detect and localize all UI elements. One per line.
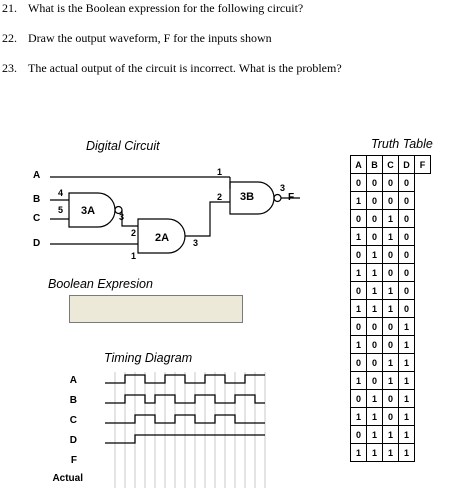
input-label-d: D: [33, 238, 41, 249]
truth-table-cell: 0: [399, 264, 415, 282]
truth-table-cell: 1: [351, 264, 367, 282]
waveform-a: [105, 375, 265, 383]
table-row: [351, 264, 431, 282]
truth-table-cell: 1: [383, 282, 399, 300]
wire-3a-out: [122, 210, 138, 226]
truth-table-f-cell[interactable]: [415, 210, 431, 228]
table-row: [351, 246, 431, 264]
truth-table-cell: 0: [383, 336, 399, 354]
truth-table-cell: 0: [367, 318, 383, 336]
truth-table-cell: 1: [383, 426, 399, 444]
truth-table-cell: 1: [367, 408, 383, 426]
truth-table-cell: 0: [351, 354, 367, 372]
wire-2a-out: [185, 202, 230, 236]
truth-table-cell: 1: [351, 372, 367, 390]
truth-table-cell: 0: [367, 336, 383, 354]
truth-table-cell: 1: [351, 336, 367, 354]
truth-table-cell: 0: [383, 390, 399, 408]
truth-table-cell: 1: [399, 408, 415, 426]
truth-table-cell: 1: [399, 444, 415, 462]
truth-table-f-cell[interactable]: [415, 300, 431, 318]
truth-table-cell: 0: [351, 174, 367, 192]
table-row: [351, 318, 431, 336]
truth-table-cell: 0: [367, 210, 383, 228]
input-label-c: C: [33, 213, 41, 224]
truth-table-cell: 1: [351, 300, 367, 318]
truth-table-cell: 1: [367, 264, 383, 282]
truth-table-f-cell[interactable]: [415, 372, 431, 390]
truth-table-cell: 1: [367, 444, 383, 462]
truth-table-cell: 0: [383, 264, 399, 282]
boolean-expression-input[interactable]: [69, 295, 243, 323]
gate-3a-pin-4: 4: [58, 188, 64, 198]
timing-label-a: A: [69, 375, 77, 386]
table-row: [351, 300, 431, 318]
truth-table-cell: 1: [399, 372, 415, 390]
truth-table-cell: 1: [367, 282, 383, 300]
truth-table-header-c: C: [383, 156, 399, 174]
circuit-title: Digital Circuit: [86, 139, 160, 153]
table-row: [351, 354, 431, 372]
table-row: [351, 426, 431, 444]
timing-label-d: D: [69, 435, 77, 446]
gate-2a-pin-1: 1: [131, 251, 137, 261]
truth-table-cell: 0: [399, 228, 415, 246]
truth-table-cell: 0: [399, 282, 415, 300]
truth-table-cell: 1: [399, 426, 415, 444]
truth-table-cell: 1: [399, 354, 415, 372]
question-21: 21. What is the Boolean expression for the following circuit?: [2, 1, 304, 15]
truth-table-f-cell[interactable]: [415, 282, 431, 300]
boolean-title: Boolean Expresion: [48, 277, 153, 291]
gate-3b-pin-3: 3: [280, 183, 286, 193]
gate-3b-bubble: [274, 195, 281, 202]
truth-table-cell: 0: [367, 192, 383, 210]
table-row: [351, 390, 431, 408]
gate-3b-pin-2: 2: [217, 192, 223, 202]
truth-table-header-f: F: [415, 156, 431, 174]
truth-table-cell: 1: [383, 228, 399, 246]
truth-table: [350, 155, 431, 462]
truth-table-cell: 1: [351, 228, 367, 246]
truth-table-f-cell[interactable]: [415, 354, 431, 372]
timing-grid: [115, 372, 265, 488]
truth-table-f-cell[interactable]: [415, 228, 431, 246]
truth-table-cell: 0: [351, 318, 367, 336]
truth-table-cell: 1: [399, 336, 415, 354]
truth-table-cell: 0: [383, 192, 399, 210]
question-23: 23. The actual output of the circuit is incorrect. What is the problem?: [2, 61, 342, 75]
truth-table-f-cell[interactable]: [415, 318, 431, 336]
truth-table-cell: 1: [351, 408, 367, 426]
gate-3a-label: 3A: [81, 205, 96, 217]
table-row: [351, 444, 431, 462]
truth-table-cell: 0: [383, 318, 399, 336]
truth-table-cell: 0: [351, 390, 367, 408]
table-row: [351, 282, 431, 300]
table-row: [351, 228, 431, 246]
truth-table-cell: 0: [399, 174, 415, 192]
table-row: [351, 210, 431, 228]
truth-table-cell: 1: [351, 444, 367, 462]
gate-3b-pin-1: 1: [217, 167, 223, 177]
truth-table-cell: 0: [351, 246, 367, 264]
truth-table-cell: 0: [383, 408, 399, 426]
timing-label-b: B: [69, 395, 77, 406]
truth-table-cell: 1: [383, 372, 399, 390]
truth-table-header-row: [351, 156, 431, 174]
timing-label-c: C: [69, 415, 77, 426]
truth-table-f-cell[interactable]: [415, 192, 431, 210]
truth-table-header-a: A: [351, 156, 367, 174]
truth-table-cell: 1: [383, 354, 399, 372]
truth-table-f-cell[interactable]: [415, 408, 431, 426]
truth-table-cell: 0: [399, 246, 415, 264]
truth-table-f-cell[interactable]: [415, 264, 431, 282]
table-row: [351, 174, 431, 192]
table-row: [351, 192, 431, 210]
truth-table-cell: 1: [367, 300, 383, 318]
truth-table-cell: 0: [399, 192, 415, 210]
truth-table-cell: 1: [383, 444, 399, 462]
truth-table-cell: 0: [399, 210, 415, 228]
truth-table-cell: 0: [383, 174, 399, 192]
input-label-b: B: [33, 194, 41, 205]
truth-table-cell: 1: [399, 390, 415, 408]
truth-table-cell: 1: [351, 192, 367, 210]
truth-table-f-cell[interactable]: [415, 390, 431, 408]
gate-2a-pin-2: 2: [131, 228, 137, 238]
truth-table-cell: 0: [351, 210, 367, 228]
table-row: [351, 336, 431, 354]
gate-3a-pin-5: 5: [58, 205, 64, 215]
truth-table-f-cell[interactable]: [415, 174, 431, 192]
gate-3b-label: 3B: [240, 191, 255, 203]
truth-table-cell: 0: [367, 228, 383, 246]
truth-table-f-cell[interactable]: [415, 426, 431, 444]
timing-title: Timing Diagram: [104, 351, 193, 365]
truth-table-cell: 0: [383, 246, 399, 264]
truth-table-f-cell[interactable]: [415, 246, 431, 264]
truth-table-cell: 1: [383, 300, 399, 318]
question-22: 22. Draw the output waveform, F for the inputs shown: [2, 31, 272, 45]
truth-table-cell: 1: [399, 318, 415, 336]
truth-table-cell: 0: [351, 426, 367, 444]
truth-table-cell: 1: [367, 246, 383, 264]
gate-2a-label: 2A: [155, 232, 170, 244]
timing-label-actual: Actual: [52, 473, 83, 484]
truth-table-cell: 0: [399, 300, 415, 318]
truth-table-header-d: D: [399, 156, 415, 174]
truth-table-title: Truth Table: [371, 137, 433, 151]
truth-table-cell: 1: [367, 390, 383, 408]
input-label-a: A: [33, 170, 41, 181]
truth-table-f-cell[interactable]: [415, 336, 431, 354]
truth-table-cell: 0: [367, 174, 383, 192]
truth-table-cell: 0: [351, 282, 367, 300]
truth-table-f-cell[interactable]: [415, 444, 431, 462]
truth-table-cell: 0: [367, 354, 383, 372]
gate-2a-pin-3: 3: [193, 238, 199, 248]
output-label-f: F: [288, 192, 295, 203]
gate-3a-pin-3: 3: [119, 212, 125, 222]
table-row: [351, 408, 431, 426]
truth-table-cell: 0: [367, 372, 383, 390]
truth-table-cell: 1: [367, 426, 383, 444]
truth-table-cell: 1: [383, 210, 399, 228]
truth-table-header-b: B: [367, 156, 383, 174]
timing-label-f: F: [70, 455, 77, 466]
table-row: [351, 372, 431, 390]
